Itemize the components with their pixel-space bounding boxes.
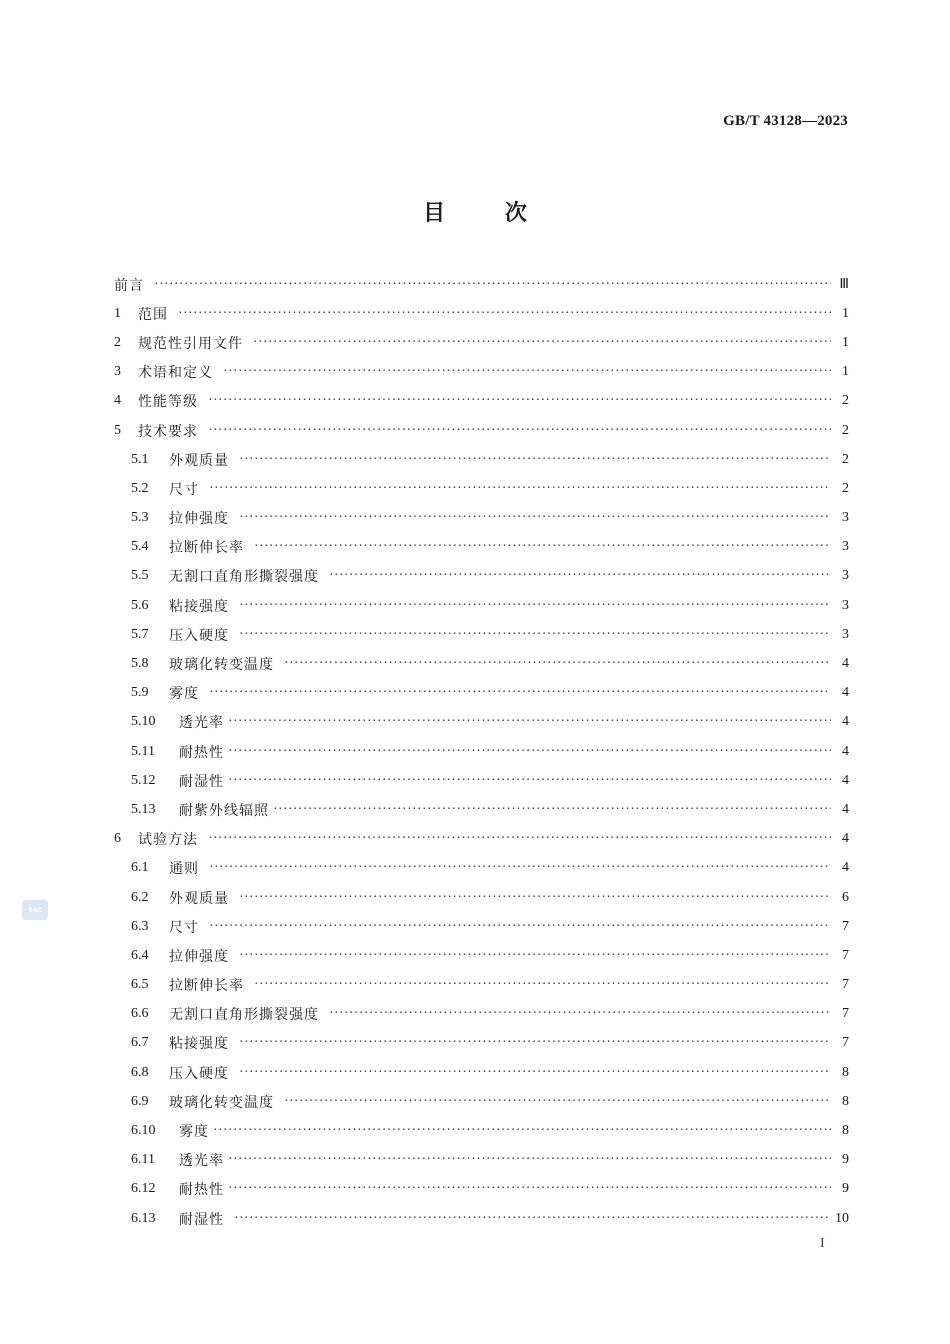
toc-entry-page: 7 bbox=[842, 1006, 849, 1022]
toc-dot-leader bbox=[273, 802, 831, 818]
toc-dot-leader bbox=[239, 890, 831, 906]
toc-entry-number: 2 bbox=[114, 334, 121, 350]
toc-entry-label: 拉伸强度 bbox=[169, 511, 229, 528]
toc-dot-leader bbox=[228, 1152, 831, 1168]
toc-entry[interactable] bbox=[114, 883, 849, 912]
toc-entry-number: 5.2 bbox=[131, 480, 149, 496]
toc-entry-page: 9 bbox=[842, 1152, 849, 1168]
toc-entry-page: 4 bbox=[842, 714, 849, 730]
toc-entry-label: 玻璃化转变温度 bbox=[169, 1094, 274, 1111]
toc-entry-page: 8 bbox=[842, 1064, 849, 1080]
toc-entry-page: 8 bbox=[842, 1093, 849, 1109]
toc-dot-leader bbox=[213, 1123, 831, 1139]
toc-dot-leader bbox=[254, 539, 831, 555]
toc-entry-number: 5.4 bbox=[131, 539, 149, 555]
toc-entry-number: 5.11 bbox=[131, 743, 155, 759]
toc-dot-leader bbox=[329, 568, 831, 584]
toc-entry[interactable] bbox=[114, 620, 849, 649]
toc-dot-leader bbox=[154, 277, 831, 293]
toc-entry[interactable] bbox=[114, 445, 849, 474]
toc-dot-leader bbox=[234, 1211, 829, 1227]
table-of-contents bbox=[114, 270, 849, 1233]
toc-dot-leader bbox=[239, 1065, 831, 1081]
toc-dot-leader bbox=[329, 1006, 831, 1022]
toc-entry[interactable] bbox=[114, 504, 849, 533]
toc-entry-page: 4 bbox=[842, 860, 849, 876]
toc-entry-number: 4 bbox=[114, 393, 121, 409]
toc-entry-number: 6.4 bbox=[131, 947, 149, 963]
toc-entry-label: 通则 bbox=[169, 861, 199, 878]
toc-entry-label: 前言 bbox=[114, 277, 144, 294]
toc-entry-number: 6.3 bbox=[131, 918, 149, 934]
toc-entry-label: 技术要求 bbox=[138, 423, 198, 440]
toc-entry-page: 4 bbox=[842, 772, 849, 788]
toc-entry[interactable] bbox=[114, 795, 849, 824]
toc-entry-number: 6.2 bbox=[131, 889, 149, 905]
toc-entry-label: 术语和定义 bbox=[138, 365, 213, 382]
toc-entry[interactable] bbox=[114, 679, 849, 708]
toc-entry-number: 6.1 bbox=[131, 860, 149, 876]
toc-entry-page: 1 bbox=[842, 305, 849, 321]
toc-entry-label: 范围 bbox=[138, 306, 168, 323]
toc-entry[interactable] bbox=[114, 941, 849, 970]
toc-entry-page: 3 bbox=[842, 539, 849, 555]
toc-entry-number: 6.6 bbox=[131, 1006, 149, 1022]
toc-entry-number: 5 bbox=[114, 422, 121, 438]
toc-entry-label: 无割口直角形撕裂强度 bbox=[169, 569, 319, 586]
page-number: I bbox=[820, 1236, 825, 1251]
toc-entry-label: 拉断伸长率 bbox=[169, 978, 244, 995]
toc-dot-leader bbox=[228, 744, 831, 760]
toc-entry-number: 1 bbox=[114, 305, 121, 321]
toc-entry-number: 5.8 bbox=[131, 656, 149, 672]
toc-entry[interactable] bbox=[114, 708, 849, 737]
toc-dot-leader bbox=[239, 452, 831, 468]
toc-entry-page: 3 bbox=[842, 568, 849, 584]
toc-entry[interactable] bbox=[114, 1087, 849, 1116]
toc-dot-leader bbox=[209, 481, 831, 497]
toc-dot-leader bbox=[228, 714, 831, 730]
toc-entry[interactable] bbox=[114, 270, 849, 299]
toc-entry-page: 7 bbox=[842, 918, 849, 934]
toc-entry-label: 尺寸 bbox=[169, 919, 199, 936]
toc-entry-number: 3 bbox=[114, 364, 121, 380]
toc-entry-page: 2 bbox=[842, 422, 849, 438]
toc-entry-label: 性能等级 bbox=[138, 394, 198, 411]
toc-entry-page: 4 bbox=[842, 801, 849, 817]
toc-entry[interactable] bbox=[114, 912, 849, 941]
toc-entry-page: 7 bbox=[842, 1035, 849, 1051]
toc-entry-number: 6 bbox=[114, 831, 121, 847]
toc-dot-leader bbox=[284, 1094, 831, 1110]
toc-entry[interactable] bbox=[114, 591, 849, 620]
toc-entry-label: 压入硬度 bbox=[169, 1065, 229, 1082]
toc-entry[interactable] bbox=[114, 1116, 849, 1145]
toc-entry-number: 5.3 bbox=[131, 510, 149, 526]
toc-dot-leader bbox=[239, 1035, 831, 1051]
toc-dot-leader bbox=[253, 335, 831, 351]
toc-entry-label: 试验方法 bbox=[138, 832, 198, 849]
toc-dot-leader bbox=[223, 364, 831, 380]
toc-entry-number: 6.12 bbox=[131, 1181, 156, 1197]
toc-entry-label: 拉伸强度 bbox=[169, 948, 229, 965]
toc-entry-label: 耐湿性 bbox=[179, 773, 224, 790]
toc-entry[interactable] bbox=[114, 474, 849, 503]
toc-entry-number: 5.13 bbox=[131, 801, 156, 817]
toc-dot-leader bbox=[209, 685, 831, 701]
toc-entry-page: 4 bbox=[842, 685, 849, 701]
toc-entry[interactable] bbox=[114, 533, 849, 562]
toc-entry-page: 6 bbox=[842, 889, 849, 905]
toc-entry[interactable] bbox=[114, 649, 849, 678]
toc-entry[interactable] bbox=[114, 1175, 849, 1204]
toc-entry-number: 5.5 bbox=[131, 568, 149, 584]
toc-entry-number: 6.10 bbox=[131, 1123, 156, 1139]
toc-entry-label: 耐紫外线辐照 bbox=[179, 802, 269, 819]
toc-entry-number: 6.9 bbox=[131, 1093, 149, 1109]
toc-entry-label: 尺寸 bbox=[169, 481, 199, 498]
toc-entry-label: 耐热性 bbox=[179, 744, 224, 761]
toc-entry[interactable] bbox=[114, 562, 849, 591]
toc-entry[interactable] bbox=[114, 358, 849, 387]
toc-entry-page: 4 bbox=[842, 831, 849, 847]
toc-dot-leader bbox=[254, 977, 831, 993]
toc-entry[interactable] bbox=[114, 1204, 849, 1233]
toc-entry-label: 耐热性 bbox=[179, 1182, 224, 1199]
toc-entry-number: 6.8 bbox=[131, 1064, 149, 1080]
toc-entry[interactable] bbox=[114, 387, 849, 416]
toc-entry-page: 8 bbox=[842, 1123, 849, 1139]
toc-entry-page: Ⅲ bbox=[839, 277, 849, 293]
toc-entry-number: 5.6 bbox=[131, 597, 149, 613]
toc-entry-label: 耐湿性 bbox=[179, 1211, 224, 1228]
toc-entry[interactable] bbox=[114, 1000, 849, 1029]
toc-entry-page: 2 bbox=[842, 451, 849, 467]
toc-entry[interactable] bbox=[114, 825, 849, 854]
toc-entry-page: 2 bbox=[842, 393, 849, 409]
toc-entry-label: 透光率 bbox=[179, 715, 224, 732]
toc-entry[interactable] bbox=[114, 1058, 849, 1087]
toc-entry-page: 1 bbox=[842, 334, 849, 350]
toc-entry-label: 外观质量 bbox=[169, 890, 229, 907]
toc-entry[interactable] bbox=[114, 971, 849, 1000]
toc-dot-leader bbox=[208, 393, 831, 409]
toc-dot-leader bbox=[208, 423, 831, 439]
toc-entry[interactable] bbox=[114, 1029, 849, 1058]
standard-number: GB/T 43128—2023 bbox=[723, 113, 848, 129]
toc-entry-label: 雾度 bbox=[169, 686, 199, 703]
toc-entry[interactable] bbox=[114, 299, 849, 328]
toc-entry-number: 5.12 bbox=[131, 772, 156, 788]
toc-entry-label: 玻璃化转变温度 bbox=[169, 657, 274, 674]
toc-dot-leader bbox=[284, 656, 831, 672]
toc-dot-leader bbox=[239, 510, 831, 526]
toc-entry-label: 雾度 bbox=[179, 1124, 209, 1141]
toc-entry-number: 5.1 bbox=[131, 451, 149, 467]
toc-entry-number: 5.9 bbox=[131, 685, 149, 701]
toc-entry-label: 透光率 bbox=[179, 1153, 224, 1170]
toc-entry-label: 拉断伸长率 bbox=[169, 540, 244, 557]
toc-entry-number: 5.10 bbox=[131, 714, 156, 730]
toc-entry[interactable] bbox=[114, 766, 849, 795]
toc-dot-leader bbox=[239, 627, 831, 643]
toc-entry-page: 3 bbox=[842, 626, 849, 642]
toc-entry-page: 4 bbox=[842, 656, 849, 672]
toc-entry-page: 4 bbox=[842, 743, 849, 759]
toc-entry-label: 粘接强度 bbox=[169, 1036, 229, 1053]
toc-entry-number: 5.7 bbox=[131, 626, 149, 642]
toc-entry-page: 1 bbox=[842, 364, 849, 380]
toc-entry[interactable] bbox=[114, 737, 849, 766]
toc-dot-leader bbox=[228, 773, 831, 789]
toc-entry-page: 9 bbox=[842, 1181, 849, 1197]
toc-entry-page: 2 bbox=[842, 480, 849, 496]
toc-dot-leader bbox=[209, 860, 831, 876]
toc-entry[interactable] bbox=[114, 416, 849, 445]
toc-entry-page: 7 bbox=[842, 977, 849, 993]
toc-entry-label: 无割口直角形撕裂强度 bbox=[169, 1007, 319, 1024]
toc-entry-label: 压入硬度 bbox=[169, 627, 229, 644]
toc-entry-page: 3 bbox=[842, 597, 849, 613]
toc-entry[interactable] bbox=[114, 1146, 849, 1175]
toc-dot-leader bbox=[239, 598, 831, 614]
toc-entry-number: 6.5 bbox=[131, 977, 149, 993]
toc-dot-leader bbox=[228, 1181, 831, 1197]
sac-logo-icon: SAC bbox=[22, 900, 48, 920]
toc-entry-number: 6.13 bbox=[131, 1210, 156, 1226]
toc-dot-leader bbox=[178, 306, 831, 322]
toc-entry-page: 10 bbox=[835, 1210, 849, 1226]
toc-entry-page: 3 bbox=[842, 510, 849, 526]
page-title: 目 次 bbox=[423, 201, 527, 226]
toc-dot-leader bbox=[209, 919, 831, 935]
toc-entry-number: 6.7 bbox=[131, 1035, 149, 1051]
toc-entry-page: 7 bbox=[842, 947, 849, 963]
toc-entry-label: 粘接强度 bbox=[169, 598, 229, 615]
toc-entry-label: 外观质量 bbox=[169, 452, 229, 469]
toc-entry-number: 6.11 bbox=[131, 1152, 155, 1168]
toc-entry[interactable] bbox=[114, 854, 849, 883]
toc-entry[interactable] bbox=[114, 328, 849, 357]
toc-dot-leader bbox=[239, 948, 831, 964]
toc-entry-label: 规范性引用文件 bbox=[138, 335, 243, 352]
toc-dot-leader bbox=[208, 831, 831, 847]
